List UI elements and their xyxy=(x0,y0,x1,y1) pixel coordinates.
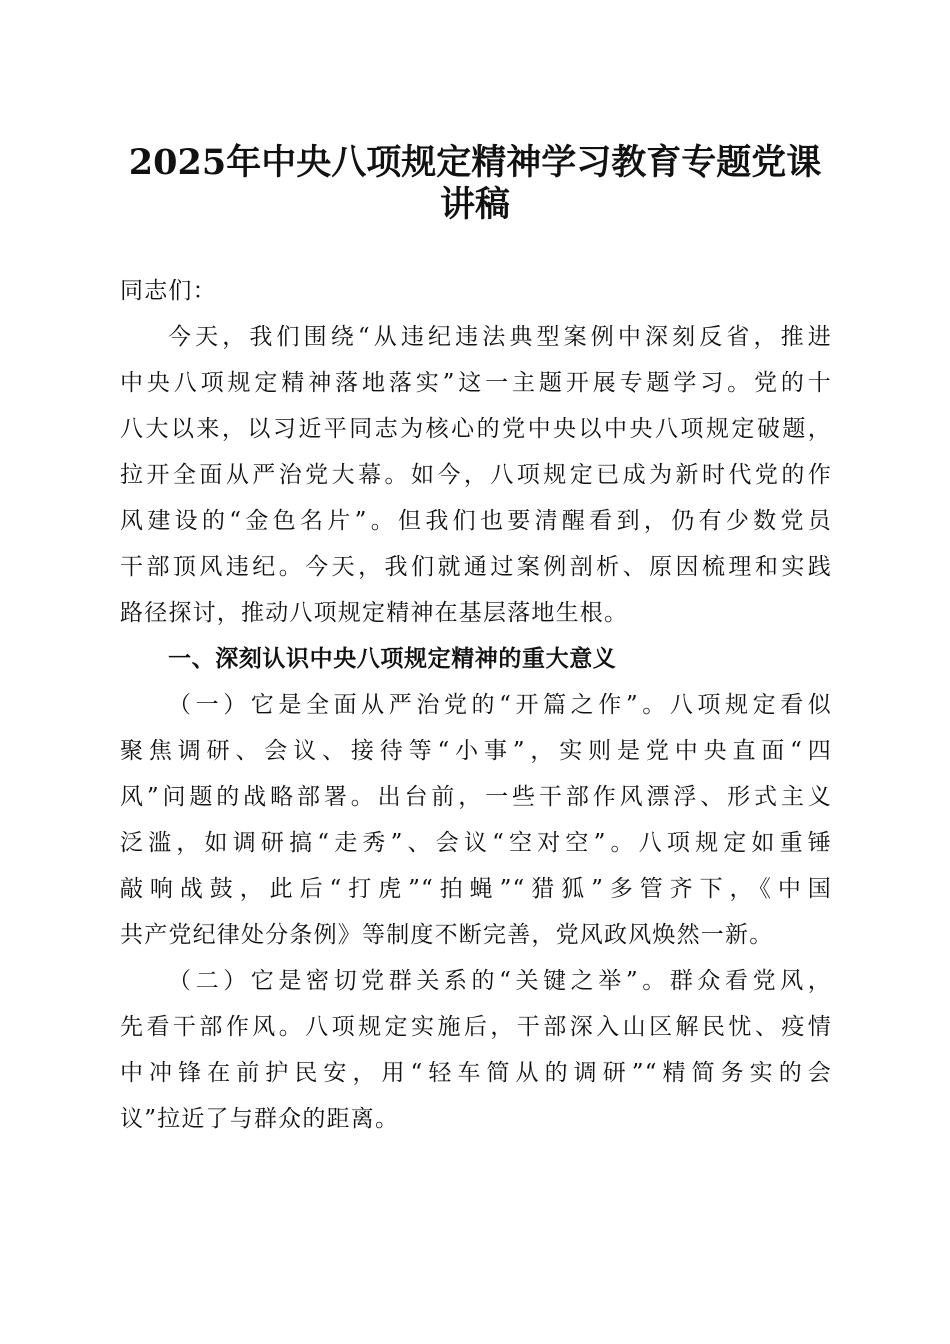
paragraph-2-line: 共产党纪律处分条例》等制度不断完善，党风政风焕然一新。 xyxy=(120,922,774,948)
paragraph-3-line: 议”拉近了与群众的距离。 xyxy=(120,1106,400,1132)
paragraph-1-line: 今天，我们围绕“从违纪违法典型案例中深刻反省，推进 xyxy=(168,324,832,350)
paragraph-1-line: 拉开全面从严治党大幕。如今，八项规定已成为新时代党的作 xyxy=(120,462,832,488)
greeting: 同志们： xyxy=(120,278,217,304)
paragraph-3-line: 中冲锋在前护民安，用“轻车简从的调研”“精简务实的会 xyxy=(120,1060,832,1086)
paragraph-1-line: 路径探讨，推动八项规定精神在基层落地生根。 xyxy=(120,600,629,626)
document-body xyxy=(120,248,832,1142)
paragraph-2-line: （一）它是全面从严治党的“开篇之作”。八项规定看似 xyxy=(168,692,832,718)
paragraph-1-line: 干部顶风违纪。今天，我们就通过案例剖析、原因梳理和实践 xyxy=(120,554,832,580)
paragraph-3-line: （二）它是密切党群关系的“关键之举”。群众看党风， xyxy=(168,968,832,994)
section-heading: 一、深刻认识中央八项规定精神的重大意义 xyxy=(168,646,617,672)
paragraph-1-line: 八大以来，以习近平同志为核心的党中央以中央八项规定破题， xyxy=(120,416,832,442)
paragraph-2-line: 聚焦调研、会议、接待等“小事”，实则是党中央直面“四 xyxy=(120,738,832,764)
paragraph-3-line: 先看干部作风。八项规定实施后，干部深入山区解民忧、疫情 xyxy=(120,1014,832,1040)
paragraph-2-line: 泛滥，如调研搞“走秀”、会议“空对空”。八项规定如重锤 xyxy=(120,830,832,856)
document-title-line-1: 2025年中央八项规定精神学习教育专题党课 xyxy=(128,142,822,183)
document-title-line-2: 讲稿 xyxy=(439,184,510,225)
paragraph-2-line: 敲响战鼓，此后“打虎”“拍蝇”“猎狐”多管齐下，《中国 xyxy=(120,876,832,902)
paragraph-1-line: 中央八项规定精神落地落实”这一主题开展专题学习。党的十 xyxy=(120,370,832,396)
paragraph-1-line: 风建设的“金色名片”。但我们也要清醒看到，仍有少数党员 xyxy=(120,508,832,534)
paragraph-2-line: 风”问题的战略部署。出台前，一些干部作风漂浮、形式主义 xyxy=(120,784,832,810)
